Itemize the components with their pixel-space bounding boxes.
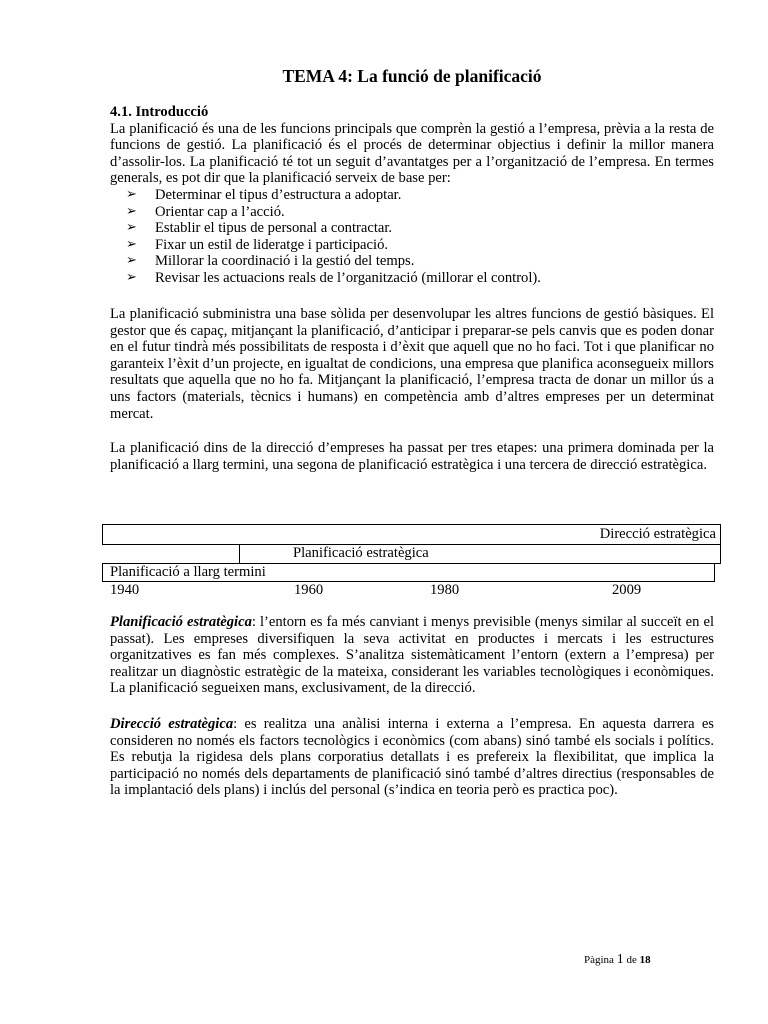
timeline-year: 1960 [294, 582, 324, 598]
list-item: ➢ Orientar cap a l’acció. [126, 203, 285, 220]
timeline-year: 2009 [612, 582, 642, 598]
term-strategic-direction: Direcció estratègica [110, 716, 234, 732]
timeline-label: Direcció estratègica [599, 526, 716, 542]
strategic-planning-paragraph: Planificació estratègica: l’entorn es fa més canviant i menys previsible (menys similar al succeït en el passat). Les empreses diversifiquen la seva activitat en productes i mercats i les estructures organitzatives es fan més complexes. S’analitza sistemàticament l’entorn (extern a l’empresa) per realitzar un diagnòstic estratègic de la mateixa, considerant les variables tecnològiques i econòmiques. La planificació segueixen mans, exclusivament, de la direcció. [110, 614, 714, 697]
arrow-bullet-icon: ➢ [126, 203, 137, 219]
list-item: ➢ Millorar la coordinació i la gestió del temps. [126, 253, 415, 270]
page-footer [584, 952, 651, 969]
list-item: ➢ Fixar un estil de lideratge i participació. [126, 236, 389, 253]
arrow-bullet-icon: ➢ [126, 269, 137, 285]
term-strategic-planning: Planificació estratègica [110, 614, 252, 630]
planning-benefits-paragraph: La planificació subministra una base sòlida per desenvolupar les altres funcions de gestió bàsiques. El gestor que és capaç, mitjançant la planificació, d’anticipar i preparar-se pels canvis que es poden donar en el futur tindrà més possibilitats de resposta i d’èxit que aquell que no ho faci. Tot i que planificar no garanteix l’èxit d’un projecte, en igualtat de condicions, una empresa que planifica aconsegueix millors resultats que aquella que no ho fa. Mitjançant la planificació, l’empresa tracta de donar un millor ús a uns factors (materials, tècnics i humans) en competència amb d’altres empreses per un determinat mercat. [110, 306, 714, 422]
timeline-year: 1940 [110, 582, 140, 598]
total-pages: 18 [639, 954, 651, 966]
arrow-bullet-icon: ➢ [126, 186, 137, 202]
footer-prefix: Pàgina [584, 954, 614, 966]
arrow-bullet-icon: ➢ [126, 253, 137, 269]
timeline-label: Planificació a llarg termini [110, 564, 266, 580]
list-item: ➢ Establir el tipus de personal a contractar. [126, 220, 393, 237]
stages-paragraph: La planificació dins de la direcció d’empreses ha passat per tres etapes: una primera dominada per la planificació a llarg termini, una segona de planificació estratègica i una tercera de direcció estratègica. [110, 440, 714, 473]
timeline-row-strategic-planning [239, 544, 721, 564]
timeline-year: 1980 [430, 582, 460, 598]
timeline-row-long-term-planning [102, 563, 715, 582]
list-item: ➢ Determinar el tipus d’estructura a adoptar. [126, 186, 402, 203]
list-item: ➢ Revisar les actuacions reals de l’organització (millorar el control). [126, 269, 541, 286]
advantages-list [110, 187, 714, 287]
footer-of: de [626, 954, 637, 966]
arrow-bullet-icon: ➢ [126, 220, 137, 236]
page-title: TEMA 4: La funció de planificació [282, 66, 542, 86]
timeline-row-strategic-direction [102, 524, 721, 545]
strategic-direction-paragraph: Direcció estratègica: es realitza una anàlisi interna i externa a l’empresa. En aquesta darrera es consideren no només els factors tecnològics i econòmics (com abans) sinó també els socials i polítics. Es rebutja la rigidesa dels plans corporatius detallats i es prefereix la flexibilitat, que implica la participació no només dels departaments de planificació sinó també d’altres directius (responsables de la implantació dels plans) i inclús del personal (s’indica en teoria però es practica poc). [110, 716, 714, 799]
arrow-bullet-icon: ➢ [126, 236, 137, 252]
timeline-label: Planificació estratègica [293, 545, 429, 561]
section-heading: 4.1. Introducció [110, 104, 209, 120]
intro-paragraph: La planificació és una de les funcions principals que comprèn la gestió a l’empresa, prèvia a la resta de funcions de gestió. La planificació és el procés de determinar objectius i definir la millor manera d’assolir-los. La planificació té tot un seguit d’avantatges per a l’organització de l’empresa. En termes generals, es pot dir que la planificació serveix de base per: [110, 120, 714, 187]
current-page-number: 1 [616, 952, 624, 967]
intro-section [110, 104, 714, 287]
